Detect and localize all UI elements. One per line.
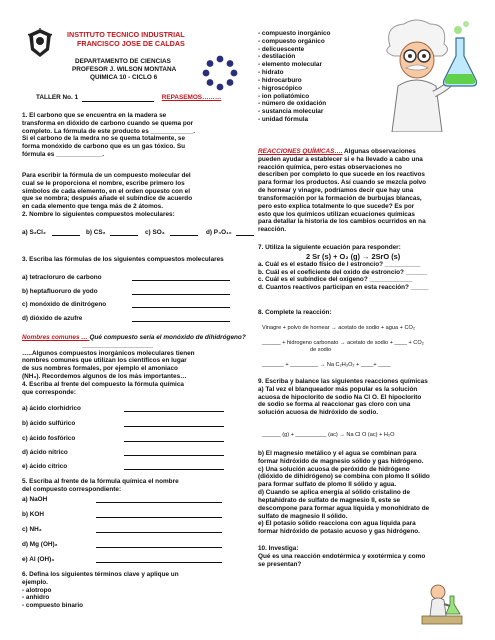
q5-answer-c[interactable]: [96, 526, 222, 533]
q5-answer-a[interactable]: [96, 496, 222, 503]
q5-answer-e[interactable]: [96, 556, 222, 563]
q3-answer-a[interactable]: [132, 274, 230, 281]
course: QUIMICA 10 - CICLO 6: [90, 74, 158, 81]
q4-answer-e[interactable]: [124, 463, 224, 470]
repasemos: REPASEMOS………: [161, 94, 222, 101]
q4-item-b: b) ácido sulfúrico: [22, 420, 76, 427]
question-6: 6. Defina los siguientes términos clave y aplique un ejemplo. - alotropo - anhidro - compuesto binario: [22, 571, 179, 610]
scientist-clipart: [372, 16, 480, 132]
question-8-title: 8. Complete la reacción:: [258, 309, 332, 316]
q8-reaction-1: Vinagre + polvo de hornear → acetato de sodio + agua + CO₂: [262, 325, 416, 331]
q2-item-a: a) S₂Cl₂: [22, 229, 46, 236]
reactions-intro: REACCIONES QUÍMICAS…. Algunas observaciones pueden ayudar a establecer si e ha llevado a cabo una reacción química, pero estas observaciones no describen por completo lo que sucede en los reactivos para formar los productos. Así cuando se mezcla polvo de hornear y vinagre, podríamos decir que hay una transformación por la formación de burbujas blancas, pero esto explica totalmente lo que sucede? Es por esto que los químicos utilizan ecuaciones químicas para detallar la historia de los cambios ocurridos en na reacción.: [258, 148, 427, 234]
q2-item-c: c) SO₃: [145, 229, 165, 236]
question-3-title: 3. Escriba las fórmulas de los siguientes compuestos moleculares: [22, 256, 224, 263]
question-10: 10. Investiga: Qué es una reacción endotérmica y exotérmica y como se presentan?: [258, 545, 426, 568]
q3-item-c: c) monóxido de dinitrógeno: [22, 301, 107, 308]
school-crest: [28, 28, 52, 58]
q3-answer-d[interactable]: [132, 315, 230, 322]
school-name-1: INSTITUTO TECNICO INDUSTRIAL: [67, 30, 185, 39]
q4-item-c: c) ácido fosfórico: [22, 435, 76, 442]
q8-reaction-2b: de sodio: [310, 347, 332, 353]
question-7: 7. Utiliza la siguiente ecuación para responder: 2 Sr (s) + O₂ (g) → 2SrO (s) a. Cuál es el estado físico de l estroncio? __________ b. Cuál es el coeficiente del oxido de estroncio? ______ c. Cuál es el subíndice del oxígeno? ____________ d. Cuantos reactivos participan en esta reacción? _____: [258, 244, 480, 292]
q5-item-e: e) Al (OH)₃: [22, 556, 55, 563]
q7-equation: 2 Sr (s) + O₂ (g) → 2SrO (s): [306, 251, 401, 261]
q9-reaction: ______ (g) + __________ (ac) → Na Cl O (ac) + H₂O: [262, 432, 395, 438]
q5-item-a: a) NaOH: [22, 496, 48, 503]
q4-answer-a[interactable]: [124, 405, 224, 412]
q5-answer-d[interactable]: [96, 541, 222, 548]
question-9-more: b) El magnesio metálico y el agua se combinan para formar hidróxido de magnesio sólido y gas hidrógeno. c) Una solución acuosa de peróxido de hidrógeno (dióxido de dihidrógeno) se combina con plomo II sólido para formar sulfato de plomo II sólido y agua. d) Cuando se aplica energía al sólido cristalino de heptahidrato de sulfato de magnesio II, este se descompone para formar agua líquida y monohidrato de sulfato de magnesio II sólido. e) El potasio sólido reacciona con agua líquida para formar hidróxido de potasio acuoso y gas hidrógeno.: [258, 450, 430, 536]
chemist-clipart: [420, 578, 464, 626]
q5-item-b: b) KOH: [22, 511, 45, 518]
terms-list: - compuesto inorgánico - compuesto orgánico - delicuescente - destilación - elemento molecular - hidrato - hidrocarburo - higroscópico - ion poliatómico - número de oxidación - sustancia molecular - unidad fórmula: [258, 30, 331, 123]
q8-reaction-3: _______ + _________ → Na C₂H₃O₂ + ____+ ____: [262, 362, 391, 368]
q2-item-d: d) P₄O₁₀: [206, 229, 232, 236]
q3-item-a: a) tetracloruro de carbono: [22, 274, 102, 281]
q5-item-d: d) Mg (OH)₂: [22, 541, 58, 548]
school-name-2: FRANCISCO JOSE DE CALDAS: [77, 39, 185, 48]
q3-item-b: b) heptafluoruro de yodo: [22, 288, 98, 295]
question-2: Para escribir la fórmula de un compuesto molecular del cual se le proporciona el nombre, escribe primero los símbolos de cada elemento, en el orden opuesto con el que se nombra; después añade el subíndice de acuerdo en cada elemento que tenga más de 2 átomos. 2. Nombre lo siguientes compuestos moleculares:: [22, 172, 193, 219]
q8-reaction-2: ______ + hidrogeno carbonato → acetato de sodio + ____ + CO₂: [262, 340, 424, 346]
q2-item-b: b) CS₂: [86, 229, 106, 236]
q5-answer-b[interactable]: [96, 511, 222, 518]
question-1: 1. El carbono que se encuentra en la madera se transforma en dióxido de carbono cuando se quema por completo. La fórmula de este producto es ____________. Si el carbono de la medra no se quema totalmente, se forma monóxido de carbono que es un gas tóxico. Su fórmula es _____________.: [22, 112, 195, 159]
q3-item-d: d) dióxido de azufre: [22, 315, 83, 322]
q4-answer-c[interactable]: [124, 435, 224, 442]
q4-item-e: e) ácido cítrico: [22, 463, 68, 470]
q5-item-c: c) NH₃: [22, 526, 42, 533]
question-5-title: 5. Escriba al frente de la fórmula química el nombre del compuesto correspondiente:: [22, 478, 179, 493]
question-4: Nombres comunes … Qué compuesto sería el monóxido de dihidrógeno? ____________________ …..Algunos compuestos inorgánicos moleculares tienen nombres comunes que utilizan los científicos en lugar de sus nombres formales, por ejemplo el amoniaco (NH₃). Recordemos algunos de los más importantes… 4. Escriba al frente del compuesto la fórmula química que corresponde:: [22, 334, 246, 396]
reactions-title: REACCIONES QUÍMICAS….: [258, 148, 343, 155]
gear-logo: [202, 55, 238, 91]
q4-answer-d[interactable]: [124, 449, 224, 456]
question-9: 9. Escriba y balance las siguientes reacciones químicas a) Tal vez el blanqueador más popular es la solución acuosa de hipoclorito de sodio Na Cl O. El hipoclorito de sodio se forma al reaccionar gas cloro con una solución acuosa de hidróxido de sodio.: [258, 378, 428, 417]
q4-item-d: d) ácido nítrico: [22, 449, 68, 456]
taller-label: TALLER No. 1: [36, 94, 79, 101]
q4-item-a: a) ácido clorhídrico: [22, 405, 81, 412]
department: DEPARTAMENTO DE CIENCIAS: [75, 58, 171, 65]
professor: PROFESOR J. WILSON MONTANA: [72, 66, 177, 73]
q3-answer-c[interactable]: [132, 301, 230, 308]
q4-answer-b[interactable]: [124, 420, 224, 427]
q3-answer-b[interactable]: [132, 288, 230, 295]
